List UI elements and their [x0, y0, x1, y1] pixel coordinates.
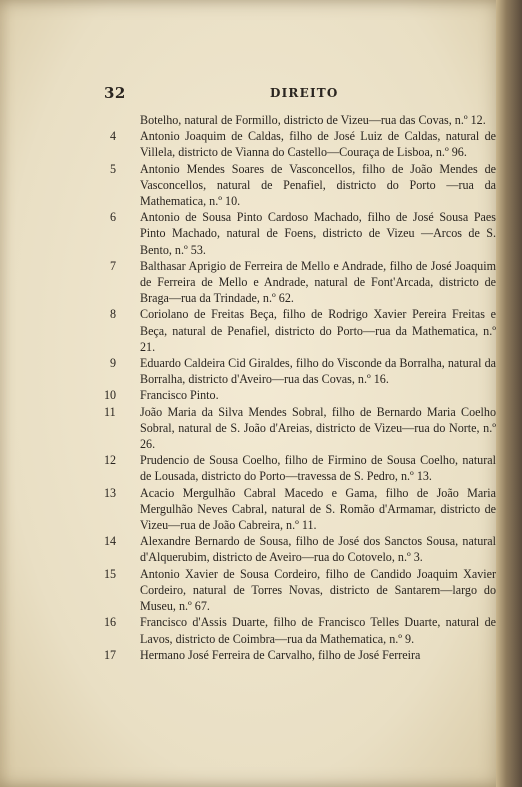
- entry-number: 6: [110, 210, 117, 225]
- entry-number: 15: [104, 566, 117, 581]
- list-item: [104, 387, 496, 403]
- student-list: [104, 112, 496, 663]
- entry-text: Coriolano de Freitas Beça, filho de Rodrigo Xavier Pereira Freitas e Beça, natural de Penafiel, districto do Porto—rua da Mathematica, n.º 21.: [140, 307, 496, 354]
- page-number: 32: [104, 84, 126, 102]
- entry-text: Antonio Joaquim de Caldas, filho de José Luiz de Caldas, natural de Villela, districto de Vianna do Castello—Couraça de Lisboa, n.º 96.: [140, 129, 496, 160]
- list-item: [104, 112, 496, 128]
- list-item: [104, 647, 496, 663]
- entry-text: Hermano José Ferreira de Carvalho, filho de José Ferreira: [140, 647, 421, 662]
- entry-number: 12: [104, 453, 117, 468]
- entry-number: 11: [104, 404, 116, 419]
- entry-text: Botelho, natural de Formillo, districto de Vizeu—rua das Covas, n.º 12.: [140, 113, 486, 127]
- entry-text: Francisco Pinto.: [140, 388, 219, 403]
- list-item: [104, 566, 496, 615]
- entry-number: 5: [110, 161, 117, 176]
- entry-text: Acacio Mergulhão Cabral Macedo e Gama, filho de João Maria Mergulhão Neves Cabral, natural de S. Romão d'Armamar, districto de Vizeu—rua de João Cabreira, n.º 11.: [140, 485, 496, 533]
- book-spine: [496, 0, 522, 787]
- entry-text: Balthasar Aprigio de Ferreira de Mello e Andrade, filho de José Joaquim de Ferreira de Mello e Andrade, natural de Font'Arcada, districto de Braga—rua da Trindade, n.º 62.: [140, 258, 496, 306]
- entry-number: 14: [104, 534, 117, 549]
- entry-text: Prudencio de Sousa Coelho, filho de Firmino de Sousa Coelho, natural de Lousada, districto do Porto—travessa de S. Pedro, n.º 13.: [140, 453, 496, 484]
- entry-text: Antonio de Sousa Pinto Cardoso Machado, filho de José Sousa Paes Pinto Machado, natural de Foens, districto de Vizeu —Arcos de S. Bento, n.º 53.: [140, 210, 496, 257]
- entry-number: 9: [110, 356, 117, 371]
- entry-number: 17: [104, 647, 117, 662]
- list-item: [104, 355, 496, 387]
- entry-text: Alexandre Bernardo de Sousa, filho de José dos Sanctos Sousa, natural d'Alquerubim, districto de Aveiro—rua do Cotovelo, n.º 3.: [140, 534, 496, 565]
- entry-text: João Maria da Silva Mendes Sobral, filho de Bernardo Maria Coelho Sobral, natural de S. João d'Areias, districto de Vizeu—rua do Norte, n.º 26.: [140, 404, 496, 452]
- list-item: [104, 614, 496, 646]
- list-item: [104, 128, 496, 160]
- entry-text: Antonio Mendes Soares de Vasconcellos, filho de João Mendes de Vasconcellos, natural de Penafiel, districto do Porto —rua da Mathematica, n.º 10.: [140, 161, 496, 209]
- running-title: DIREITO: [270, 86, 339, 100]
- list-item: [104, 485, 496, 534]
- entry-text: Antonio Xavier de Sousa Cordeiro, filho de Candido Joaquim Xavier Cordeiro, natural de Torres Novas, districto de Santarem—largo do Museu, n.º 67.: [140, 566, 496, 614]
- list-item: [104, 533, 496, 565]
- entry-number: 10: [104, 388, 117, 403]
- list-item: [104, 452, 496, 484]
- page-header: [104, 84, 494, 106]
- list-item: [104, 306, 496, 355]
- entry-number: 13: [104, 485, 117, 500]
- list-item: [104, 258, 496, 307]
- entry-number: 16: [104, 615, 117, 630]
- list-item: [104, 161, 496, 210]
- entry-number: 4: [110, 129, 117, 144]
- list-item: [104, 209, 496, 258]
- entry-text: Eduardo Caldeira Cid Giraldes, filho do Visconde da Borralha, natural da Borralha, districto d'Aveiro—rua das Covas, n.º 16.: [140, 356, 496, 387]
- list-item: [104, 404, 496, 453]
- entry-text: Francisco d'Assis Duarte, filho de Francisco Telles Duarte, natural de Lavos, districto de Coimbra—rua da Mathematica, n.º 9.: [140, 615, 496, 646]
- entry-number: 8: [110, 307, 117, 322]
- entry-number: 7: [110, 258, 117, 273]
